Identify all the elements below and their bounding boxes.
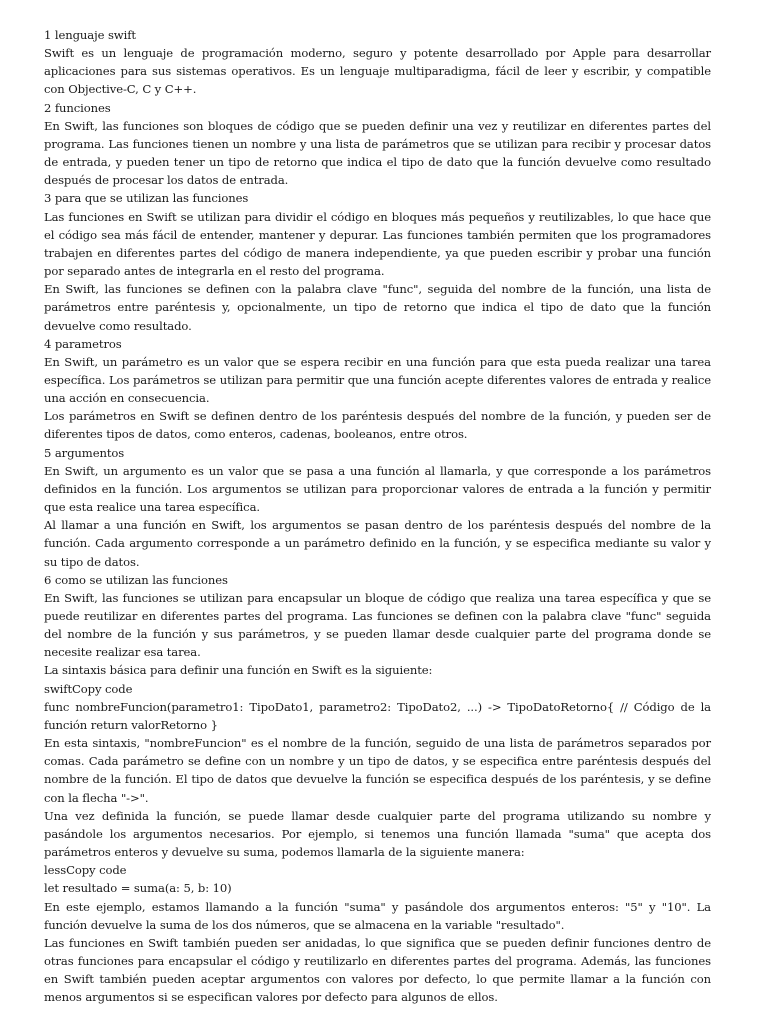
section-heading: 1 lenguaje swift: [44, 28, 136, 42]
body-paragraph: Las funciones en Swift se utilizan para dividir el código en bloques más pequeños y reutilizables, lo que hace que el código sea más fácil de entender, mantener y depurar. Las funciones también permiten que los programadores trabajen en diferentes partes del código de manera independiente, ya que pueden escribir y probar una función por separado antes de integrarla en el resto del programa.: [44, 209, 711, 279]
code-snippet: func nombreFuncion(parametro1: TipoDato1, parametro2: TipoDato2, ...) -> TipoDatoRetorno{ // Código de la función return valorRetorno }: [44, 699, 711, 732]
code-language-label: lessCopy code: [44, 863, 127, 878]
body-paragraph: En esta sintaxis, "nombreFuncion" es el nombre de la función, seguido de una lista de parámetros separados por comas. Cada parámetro se define con un nombre y un tipo de datos, y se especifica entre paréntesis después del nombre de la función. El tipo de datos que devuelve la función se especifica después de los paréntesis, y se define con la flecha "->".: [44, 736, 711, 805]
section-heading: 3 para que se utilizan las funciones: [44, 191, 249, 206]
body-paragraph: En Swift, un parámetro es un valor que se espera recibir en una función para que esta pueda realizar una tarea específica. Los parámetros se utilizan para permitir que una función acepte diferentes valores de entrada y realice una acción en consecuencia.: [44, 354, 711, 406]
section-heading: 6 como se utilizan las funciones: [44, 572, 228, 587]
section-heading: 4 parametros: [44, 336, 122, 351]
body-paragraph: En Swift, las funciones se definen con la palabra clave "func", seguida del nombre de la función, una lista de parámetros entre paréntesis y, opcionalmente, un tipo de retorno que indica el tipo de dato que la función devuelve como resultado.: [44, 282, 711, 333]
body-paragraph: Swift es un lenguaje de programación moderno, seguro y potente desarrollado por Apple para desarrollar aplicaciones para sus sistemas operativos. Es un lenguaje multiparadigma, fácil de leer y escribir, y compatible con Objective-C, C y C++.: [44, 46, 711, 97]
code-snippet: let resultado = suma(a: 5, b: 10): [44, 881, 232, 896]
body-paragraph: Una vez definida la función, se puede llamar desde cualquier parte del programa utilizando su nombre y pasándole los argumentos necesarios. Por ejemplo, si tenemos una función llamada "suma" que acepta dos parámetros enteros y devuelve su suma, podemos llamarla de la siguiente manera:: [44, 808, 711, 860]
code-language-label: swiftCopy code: [44, 681, 133, 696]
body-paragraph: Al llamar a una función en Swift, los argumentos se pasan dentro de los paréntesis después del nombre de la función. Cada argumento corresponde a un parámetro definido en la función, y se especifica mediante su valor y su tipo de datos.: [44, 518, 711, 569]
body-paragraph: En Swift, las funciones se utilizan para encapsular un bloque de código que realiza una tarea específica y que se puede reutilizar en diferentes partes del programa. Las funciones se definen con la palabra clave "func" seguida del nombre de la función y sus parámetros, y se pueden llamar desde cualquier parte del programa donde se necesite realizar esa tarea.: [44, 590, 711, 660]
body-paragraph: En Swift, las funciones son bloques de código que se pueden definir una vez y reutilizar en diferentes partes del programa. Las funciones tienen un nombre y una lista de parámetros que se utilizan para recibir y procesar datos de entrada, y pueden tener un tipo de retorno que indica el tipo de dato que la función devuelve como resultado después de procesar los datos de entrada.: [44, 118, 711, 188]
body-paragraph: En Swift, un argumento es un valor que se pasa a una función al llamarla, y que corresponde a los parámetros definidos en la función. Los argumentos se utilizan para proporcionar valores de entrada a la función y permitir que esta realice una tarea específica.: [44, 463, 711, 515]
body-paragraph: Los parámetros en Swift se definen dentro de los paréntesis después del nombre de la función, y pueden ser de diferentes tipos de datos, como enteros, cadenas, booleanos, entre otros.: [44, 409, 711, 442]
section-heading: 2 funciones: [44, 100, 111, 115]
body-paragraph: Las funciones en Swift también pueden ser anidadas, lo que significa que se pueden definir funciones dentro de otras funciones para encapsular el código y reutilizarlo en diferentes partes del programa. Además, las funciones en Swift también pueden aceptar argumentos con valores por defecto, lo que permite llamar a la función con menos argumentos si se especifican valores por defecto para algunos de ellos.: [44, 935, 711, 1005]
body-paragraph: La sintaxis básica para definir una función en Swift es la siguiente:: [44, 663, 433, 678]
body-paragraph: En este ejemplo, estamos llamando a la función "suma" y pasándole dos argumentos enteros: "5" y "10". La función devuelve la suma de los dos números, que se almacena en la variable "resultado".: [44, 899, 711, 932]
section-heading: 5 argumentos: [44, 445, 125, 460]
